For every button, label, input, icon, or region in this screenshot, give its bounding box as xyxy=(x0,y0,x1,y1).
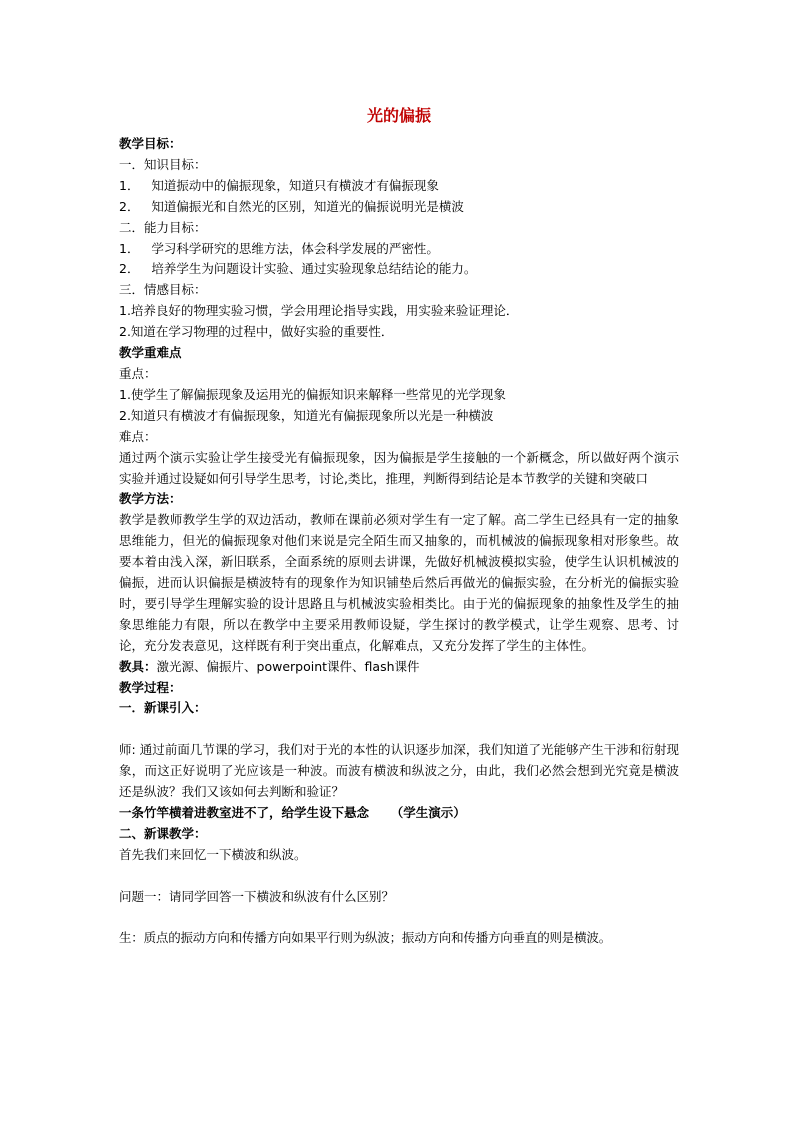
blank-line xyxy=(119,908,679,929)
blank-line xyxy=(119,719,679,740)
knowledge-heading: 一．知识目标： xyxy=(119,156,207,172)
ability-item: 1． 学习科学研究的思维方法，体会科学发展的严密性。 xyxy=(119,240,439,256)
difficulty-text: 通过两个演示实验让学生接受光有偏振现象，因为偏振是学生接触的一个新概念，所以做好两个演示实验并通过设疑如何引导学生思考，讨论,类比，推理，判断得到结论是本节教学的关键和突破口 xyxy=(119,449,679,486)
demo-line: 一条竹竿横着进教室进不了，给学生设下悬念 （学生演示） xyxy=(119,804,466,820)
focus-item: 1.使学生了解偏振现象及运用光的偏振知识来解释一些常见的光学现象 xyxy=(119,386,506,402)
document-body xyxy=(119,104,679,949)
teacher-text: 师: 通过前面几节课的学习，我们对于光的本性的认识逐步加深，我们知道了光能够产生干涉和衍射现象，而这正好说明了光应该是一种波。而波有横波和纵波之分，由此，我们必然会想到光究竟是横波还是纵波？我们又该如何去判断和验证？ xyxy=(119,742,679,800)
objectives-heading: 教学目标： xyxy=(119,136,182,151)
tools-line xyxy=(119,657,679,678)
student-answer-text: 生：质点的振动方向和传播方向如果平行则为纵波；振动方向和传播方向垂直的则是横波。 xyxy=(119,930,612,946)
blank-line xyxy=(119,866,679,887)
methods-text: 教学是教师教学生学的双边活动，教师在课前必须对学生有一定了解。高二学生已经具有一定的抽象思维能力，但光的偏振现象对他们来说是完全陌生而又抽象的，而机械波的偏振现象相对形象些。故要本着由浅入深，新旧联系，全面系统的原则去讲课，先做好机械波模拟实验，使学生认识机械波的偏振，进而认识偏振是横波特有的现象作为知识铺垫后然后再做光的偏振实验，在分析光的偏振实验时，要引导学生理解实验的设计思路且与机械波实验相类比。由于光的偏振现象的抽象性及学生的抽象思维能力有限，所以在教学中主要采用教师设疑，学生探讨的教学模式，让学生观察、思考、讨论，充分发表意见，这样既有利于突出重点，化解难点，又充分发挥了学生的主体性。 xyxy=(119,512,679,653)
tools-label: 教具： xyxy=(119,658,157,674)
emotion-heading: 三．情感目标： xyxy=(119,282,207,298)
methods-heading: 教学方法： xyxy=(119,491,182,507)
emotion-item: 1.培养良好的物理实验习惯，学会用理论指导实践，用实验来验证理论． xyxy=(119,303,519,319)
difficulty-label: 难点： xyxy=(119,428,157,444)
ability-heading: 二．能力目标： xyxy=(119,219,207,235)
recall-text: 首先我们来回忆一下横波和纵波。 xyxy=(119,846,307,862)
page-title: 光的偏振 xyxy=(366,106,431,125)
ability-item: 2． 培养学生为问题设计实验、通过实验现象总结结论的能力。 xyxy=(119,261,477,277)
focus-item: 2.知道只有横波才有偏振现象，知道光有偏振现象所以光是一种横波 xyxy=(119,407,494,423)
key-points-heading: 教学重难点 xyxy=(119,345,182,361)
intro-heading: 一．新课引入： xyxy=(119,700,207,716)
focus-label: 重点： xyxy=(119,365,157,381)
process-heading: 教学过程： xyxy=(119,679,182,695)
tools-text: 激光源、偏振片、powerpoint课件、flash课件 xyxy=(156,658,420,674)
new-lesson-heading: 二、新课教学： xyxy=(119,825,207,841)
question-text: 问题一：请同学回答一下横波和纵波有什么区别？ xyxy=(119,888,395,904)
knowledge-item: 2． 知道偏振光和自然光的区别，知道光的偏振说明光是横波 xyxy=(119,198,464,214)
knowledge-item: 1． 知道振动中的偏振现象，知道只有横波才有偏振现象 xyxy=(119,177,439,193)
emotion-item: 2.知道在学习物理的过程中，做好实验的重要性． xyxy=(119,324,394,340)
